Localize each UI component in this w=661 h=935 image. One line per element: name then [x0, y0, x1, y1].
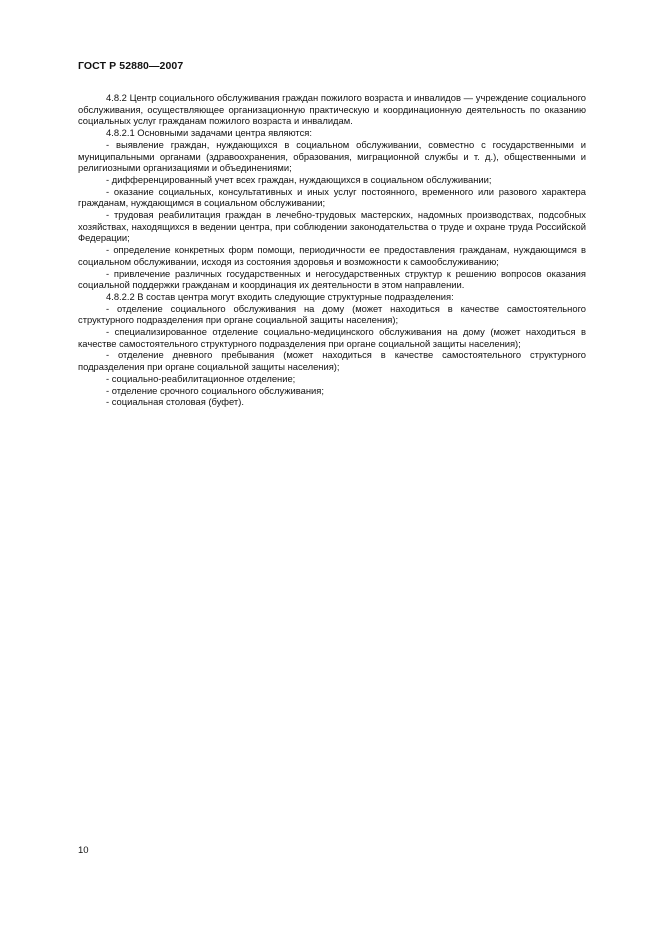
list-item: - социальная столовая (буфет).: [106, 396, 244, 408]
paragraph-4-8-2: 4.8.2 Центр социального обслуживания граждан пожилого возраста и инвалидов — учреждение социального обслуживания, осуществляющее организационную практическую и координационную деятельность по оказанию социальных услуг гражданам пожилого возраста и инвалидам.: [78, 92, 586, 127]
document-header: ГОСТ Р 52880—2007: [78, 60, 184, 72]
list-item: - определение конкретных форм помощи, периодичности ее предоставления гражданам, нуждающимся в социальном обслуживании, исходя из состояния здоровья и возможности к самообслуживанию;: [78, 244, 586, 267]
list-item: - отделение социального обслуживания на дому (может находиться в качестве самостоятельного структурного подразделения при органе социальной защиты населения);: [78, 302, 586, 326]
paragraph-4-8-2-1: 4.8.2.1 Основными задачами центра являются:: [106, 127, 312, 139]
list-item: - выявление граждан, нуждающихся в социальном обслуживании, совместно с государственными и муниципальными органами (здравоохранения, образования, миграционной службы и т. д.), общественными и религиозными организациями и объединениями;: [78, 138, 586, 174]
list-item: - социально-реабилитационное отделение;: [106, 372, 296, 384]
list-item: - привлечение различных государственных и негосударственных структур к решению вопросов оказания социальной поддержки гражданам и координация их деятельности в этом направлении.: [78, 267, 586, 291]
page-number: 10: [78, 845, 89, 856]
list-item: - специализированное отделение социально-медицинского обслуживания на дому (может находиться в качестве самостоятельного структурного подразделения при органе социальной защиты населения);: [78, 326, 586, 349]
document-body: [78, 92, 586, 408]
list-item: - отделение дневного пребывания (может находиться в качестве самостоятельного структурного подразделения при органе социальной защиты населения);: [78, 349, 586, 373]
paragraph-4-8-2-2: 4.8.2.2 В состав центра могут входить следующие структурные подразделения:: [106, 290, 454, 302]
list-item: - трудовая реабилитация граждан в лечебно-трудовых мастерских, надомных производствах, подсобных хозяйствах, находящихся в ведении центра, при соблюдении законодательства о труде и охране труда Российской Федерации;: [78, 209, 586, 244]
list-item: - дифференцированный учет всех граждан, нуждающихся в социальном обслуживании;: [106, 173, 492, 185]
list-item: - отделение срочного социального обслуживания;: [106, 384, 324, 396]
list-item: - оказание социальных, консультативных и иных услуг постоянного, временного или разового характера гражданам, нуждающимся в социальном обслуживании;: [78, 185, 586, 209]
